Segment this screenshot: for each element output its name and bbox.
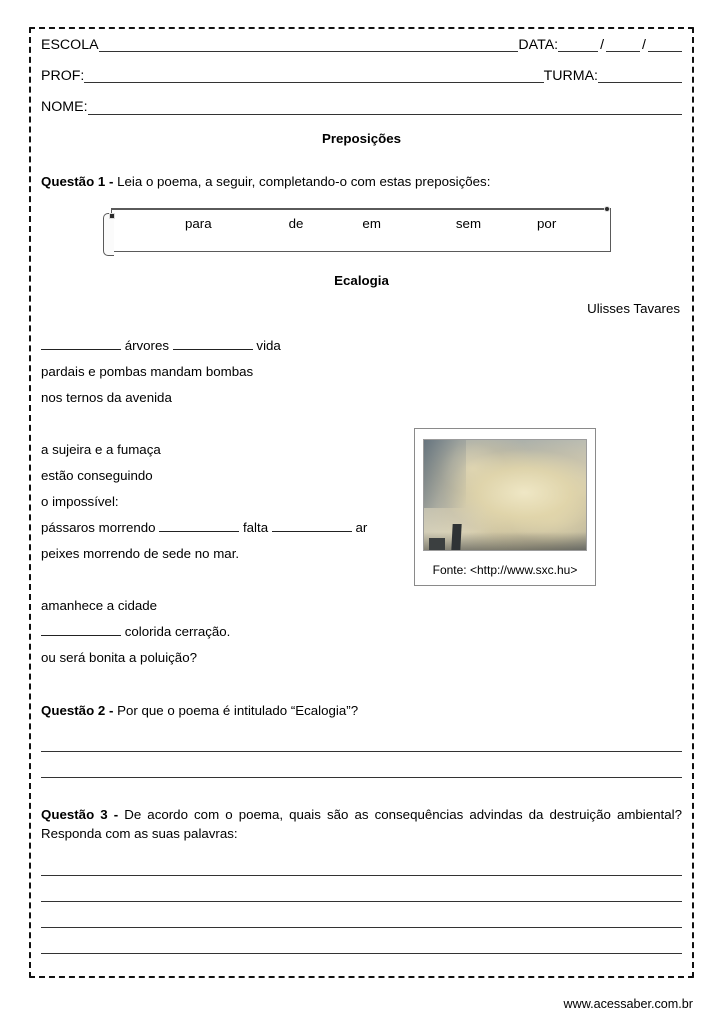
header-row-prof-turma <box>41 69 682 83</box>
preposition-word-3: em <box>362 216 381 232</box>
smokestack-pollution-image <box>423 439 587 551</box>
question-2 <box>41 701 682 720</box>
poem-text: vida <box>252 337 281 353</box>
question-3-answer-area[interactable] <box>41 850 682 954</box>
poem-fill-blank[interactable] <box>41 623 121 636</box>
poem-line <box>41 619 441 645</box>
escola-label: ESCOLA <box>41 37 99 53</box>
poem-line <box>41 593 441 619</box>
poem-fill-blank[interactable] <box>41 337 121 350</box>
poem-fill-blank[interactable] <box>272 519 352 532</box>
chimney-silhouette-icon <box>451 524 461 550</box>
chimney-base-silhouette-icon <box>429 538 445 550</box>
poem-line <box>41 463 441 489</box>
header-row-escola-data <box>41 38 682 52</box>
page-title: Preposições <box>321 130 402 146</box>
question-2-text: Por que o poema é intitulado “Ecalogia”? <box>113 702 359 718</box>
poem-fill-blank[interactable] <box>159 519 239 532</box>
turma-label: TURMA: <box>543 68 598 85</box>
nome-label: NOME: <box>41 99 88 116</box>
poem-fill-blank[interactable] <box>173 337 253 350</box>
data-day-blank[interactable] <box>558 38 598 52</box>
question-3-text: De acordo com o poema, quais são as consequências advindas da destruição ambiental? Responda com as suas palavras: <box>41 807 682 842</box>
preposition-box <box>103 205 611 252</box>
question-2-number: Questão 2 - <box>41 702 114 718</box>
poem-text: a sujeira e a fumaça <box>41 441 161 457</box>
turma-blank[interactable] <box>598 69 682 83</box>
preposition-word-5: por <box>537 216 557 232</box>
poem-title: Ecalogia <box>334 273 389 289</box>
answer-line[interactable] <box>41 928 682 954</box>
question-3-number: Questão 3 - <box>41 807 119 823</box>
question-1 <box>41 172 682 191</box>
question-2-answer-area[interactable] <box>41 726 682 778</box>
preposition-word-1: para <box>185 216 212 232</box>
footer-website: www.acessaber.com.br <box>563 997 693 1011</box>
poem-text: peixes morrendo de sede no mar. <box>41 545 240 561</box>
poem-stanza-gap <box>41 411 441 437</box>
prof-label: PROF: <box>41 68 85 85</box>
poem-line <box>41 385 441 411</box>
nome-blank[interactable] <box>88 101 682 115</box>
poem-line <box>41 437 441 463</box>
question-1-number: Questão 1 - <box>41 173 114 189</box>
poem-stanza-gap <box>41 567 441 593</box>
photo-ground-shadow <box>424 532 586 550</box>
poem-text: árvores <box>121 337 173 353</box>
photo-sky-shadow <box>424 440 466 508</box>
preposition-word-2: de <box>288 216 304 232</box>
data-year-blank[interactable] <box>648 38 682 52</box>
header-row-nome <box>41 100 682 114</box>
poem-line <box>41 333 441 359</box>
prof-blank[interactable] <box>84 69 543 83</box>
scroll-handle-top-left-icon <box>109 213 115 219</box>
poem-line <box>41 515 441 541</box>
poem-author: Ulisses Tavares <box>587 301 680 317</box>
figure-caption: Fonte: <http://www.sxc.hu> <box>432 563 578 577</box>
escola-blank[interactable] <box>99 38 519 52</box>
data-slash-1: / <box>600 37 605 53</box>
question-3 <box>41 805 682 844</box>
poem-text: ar <box>351 519 368 535</box>
question-1-text: Leia o poema, a seguir, completando-o com estas preposições: <box>113 173 491 189</box>
data-slash-2: / <box>642 37 646 53</box>
answer-line[interactable] <box>41 876 682 902</box>
poem-text: estão conseguindo <box>41 467 153 483</box>
poem-text: nos ternos da avenida <box>41 389 172 405</box>
poem-text: pássaros morrendo <box>41 519 160 535</box>
poem-text: ou será bonita a poluição? <box>41 649 197 665</box>
poem-line <box>41 541 441 567</box>
poem-text: o impossível: <box>41 493 119 509</box>
scroll-left-curl <box>103 213 114 256</box>
preposition-word-4: sem <box>455 216 482 232</box>
answer-line[interactable] <box>41 902 682 928</box>
poem-text: colorida cerração. <box>121 623 231 639</box>
poem-body <box>41 333 441 671</box>
data-label: DATA: <box>518 37 559 53</box>
poem-line <box>41 359 441 385</box>
poem-text: pardais e pombas mandam bombas <box>41 363 254 379</box>
poem-line <box>41 489 441 515</box>
answer-line[interactable] <box>41 850 682 876</box>
answer-line[interactable] <box>41 752 682 778</box>
poem-text: falta <box>239 519 272 535</box>
data-month-blank[interactable] <box>606 38 640 52</box>
preposition-word-list <box>123 217 607 230</box>
pollution-figure <box>414 428 596 586</box>
answer-line[interactable] <box>41 726 682 752</box>
poem-text: amanhece a cidade <box>41 597 158 613</box>
poem-line <box>41 645 441 671</box>
